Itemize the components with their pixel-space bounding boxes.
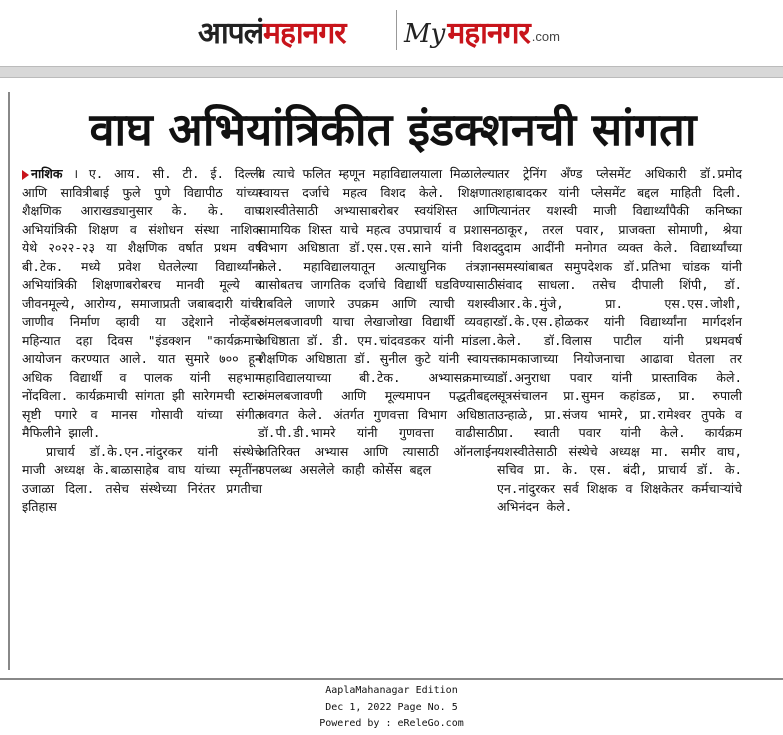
article-column-2 xyxy=(258,165,498,480)
logo-divider xyxy=(396,10,397,50)
logo-domain: .com xyxy=(531,29,560,44)
logo-word-mahanagar-red: महानगर xyxy=(447,16,530,51)
logo-word-my: My xyxy=(404,19,446,49)
footer-powered-by[interactable]: Powered by : eReleGo.com xyxy=(319,718,464,729)
page-footer xyxy=(0,683,783,733)
article-paragraph: तर ट्रेनिंग अँण्ड प्लेसमेंट अधिकारी डॉ.प्रमोद शहाबादकर यांनी प्लेसमेंट बद्दल माहिती दिली. त्यानंतर यशस्वी माजी विद्यार्थ्यांपैकी कनिष्का ठाकूर, तरल पवार, प्राजक्ता सोमाणी, श्रेया दुदाम आदींनी मनोगत व्यक्त केले. विद्यार्थ्यांच्या समस्यांबाबत समुपदेशक डॉ.प्रतिभा चांडक यांनी संवाद साधला. तसेच दीपाली शिंपी, डॉ. आर.के.मुंजे, प्रा. एस.एस.जोशी, डॉ.के.एस.होळकर यांनी विद्यार्थ्यांना मार्गदर्शन केले. डॉ.विलास पाटील यांनी प्रथमवर्ष कामकाजाच्या नियोजनाचा आढावा घेतला तर डॉ.अनुराधा पवार यांनी प्रास्ताविक केले. सूत्रसंचालन प्रा.सुमन कहांडळ, प्रा. रुपाली उन्हाळे, प्रा.संजय भामरे, प्रा.रामेश्वर तुपके व प्रा. स्वाती पवार यांनी केले. कार्यक्रम यशस्वीतेसाठी संस्थेचे अध्यक्ष मा. समीर वाघ, सचिव प्रा. के. एस. बंदी, प्राचार्य डॉ. के. एन.नांदुरकर सर्व शिक्षक व शिक्षकेतर कर्मचाऱ्यांचे अभिनंदन केले. xyxy=(497,166,742,514)
footer-date-page: Dec 1, 2022 Page No. 5 xyxy=(325,701,458,713)
article-paragraph: व त्याचे फलित म्हणून महाविद्यालयाला मिळालेल्या स्वायत्त दर्जाचे महत्व विशद केले. शिक्षणात यशस्वीतेसाठी अभ्यासाबरोबर स्वयंशिस्त आणि सामायिक शिस्त याचे महत्व उपप्राचार्य व प्रशासन विभाग अधिष्ठाता डॉ.एस.एस.साने यांनी विशद केले. महाविद्यालयातून अत्याधुनिक तंत्रज्ञान यासोबतच जागतिक दर्जाचे विद्यार्थी घडविण्यासाठी राबविले जाणारे उपक्रम आणि त्याची यशस्वी अंमलबजावणी याचा लेखाजोखा विद्यार्थी व्यवहार अधिष्ठाता डॉ. डी. एम.चांदवडकर यांनी मांडला. शैक्षणिक अधिष्ठाता डॉ. सुनील कुटे यांनी स्वायत्त महाविद्यालयाच्या बी.टेक. अभ्यासक्रमाच्या अंमलबजावणी आणि मूल्यमापन पद्धतीबद्दल अवगत केले. अंतर्गत गुणवत्ता विभाग अधिष्ठाता डॉ.पी.डी.भामरे यांनी गुणवत्ता वाढीसाठी अतिरिक्त अभ्यास आणि त्यासाठी ऑनलाईन उपलब्ध असलेले काही कोर्सेस बद्दल xyxy=(258,166,498,477)
article-paragraph xyxy=(22,165,262,443)
article-column-3 xyxy=(497,165,742,517)
article-paragraph: प्राचार्य डॉ.के.एन.नांदुरकर यांनी संस्थेचे माजी अध्यक्ष के.बाळासाहेब वाघ यांच्या स्मृतींना उजाळा दिला. तसेच संस्थेच्या निरंतर प्रगतीचा इतिहास xyxy=(22,443,262,514)
paragraph-text: । ए. आय. सी. टी. ई. दिल्ली आणि सावित्रीबाई फुले पुणे विद्यापीठ यांच्या शैक्षणिक आराखड्यानुसार के. के. वाघ अभियांत्रिकी शिक्षण व संशोधन संस्था नाशिक येथे २०२२-२३ या शैक्षणिक वर्षात प्रथम वर्ष बी.टेक. मध्ये प्रवेश घेतलेल्या विद्यार्थ्यांना अभियांत्रिकी शिक्षणाबरोबरच मानवी मूल्ये व जीवनमूल्ये, आरोग्य, समाजाप्रती जबाबदारी यांची जाणीव निर्माण व्हावी या उद्देशाने नोव्हेंबर महिन्यात दहा दिवस "इंडक्शन "कार्यक्रमाचे आयोजन करण्यात आले. यात सुमारे ७०० हून अधिक विद्यार्थी व पालक यांनी सहभाग नोंदविला. कार्यक्रमाची सांगता झी सारेगमची स्टार सृष्टी पगारे व मानस गोसावी यांच्या संगीत मैफिलीने झाली. xyxy=(22,166,263,440)
my-mahanagar-logo[interactable] xyxy=(404,8,560,54)
header-band xyxy=(0,66,783,78)
footer-edition: AaplaMahanagar Edition xyxy=(325,685,458,696)
dateline: नाशिक xyxy=(31,166,63,181)
footer-rule xyxy=(0,678,783,680)
aapla-mahanagar-logo[interactable] xyxy=(198,8,346,54)
article-column-1 xyxy=(22,165,262,517)
logo-word-aapla: आपलं xyxy=(198,16,264,51)
dateline-marker-icon xyxy=(22,170,29,180)
article-headline: वाघ अभियांत्रिकीत इंडक्शनची सांगता xyxy=(89,103,697,156)
logo-word-mahanagar: महानगर xyxy=(263,16,346,51)
masthead xyxy=(0,0,783,66)
clipping-left-border xyxy=(8,92,10,670)
